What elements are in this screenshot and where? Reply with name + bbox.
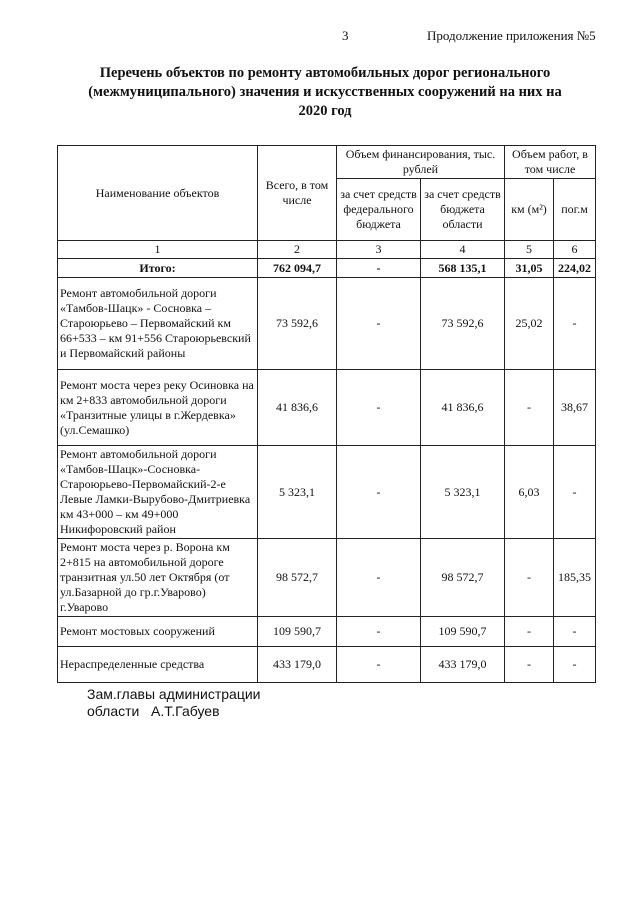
object-federal: - [337,617,421,647]
column-number: 5 [505,241,554,259]
column-number: 4 [421,241,505,259]
object-federal: - [337,278,421,370]
objects-table [57,145,596,683]
signatory-name: области А.Т.Габуев [87,703,220,719]
title-line: 2020 год [298,103,352,119]
total-pog-m: 224,02 [554,259,596,278]
object-km: 6,03 [505,446,554,539]
object-name: Ремонт мостовых сооружений [58,617,258,647]
object-pog-m: - [554,446,596,539]
total-value: 762 094,7 [258,259,337,278]
object-total: 73 592,6 [258,278,337,370]
total-regional: 568 135,1 [421,259,505,278]
object-name: Ремонт автомобильной дороги «Тамбов-Шацк»-Сосновка-Староюрьево-Первомайский-2-е Левые Ламки-Вырубово-Дмитриевка км 43+000 – км 49+000 Никифоровский район [58,446,258,539]
object-km: - [505,617,554,647]
header-total: Всего, в том числе [258,146,337,241]
object-total: 109 590,7 [258,617,337,647]
table-row [58,647,596,683]
signature-block [87,686,261,720]
table-row [58,446,596,539]
object-total: 433 179,0 [258,647,337,683]
table-row [58,539,596,617]
total-row [58,259,596,278]
object-total: 5 323,1 [258,446,337,539]
object-regional: 73 592,6 [421,278,505,370]
object-pog-m: 38,67 [554,370,596,446]
header-pog-m: пог.м [554,179,596,241]
table-row [58,370,596,446]
page-number: 3 [342,28,349,43]
column-number: 2 [258,241,337,259]
header-financing: Объем финансирования, тыс. рублей [337,146,505,179]
object-name: Нераспределенные средства [58,647,258,683]
object-regional: 433 179,0 [421,647,505,683]
header-name: Наименование объектов [58,146,258,241]
object-km: - [505,370,554,446]
object-regional: 41 836,6 [421,370,505,446]
object-pog-m: - [554,278,596,370]
object-regional: 98 572,7 [421,539,505,617]
title-line: Перечень объектов по ремонту автомобильных дорог регионального [99,65,551,81]
column-numbers-row [58,241,596,259]
total-km: 31,05 [505,259,554,278]
object-km: 25,02 [505,278,554,370]
table-row [58,278,596,370]
object-pog-m: - [554,647,596,683]
object-federal: - [337,539,421,617]
header-km: км (м²) [505,179,554,241]
object-name: Ремонт моста через реку Осиновка на км 2+833 автомобильной дороги «Транзитные улицы в г.Жердевка» (ул.Семашко) [58,370,258,446]
column-number: 6 [554,241,596,259]
object-federal: - [337,446,421,539]
header-regional: за счет средств бюджета области [421,179,505,241]
title-line: (межмуниципального) значения и искусственных сооружений на них на [88,84,562,100]
object-pog-m: - [554,617,596,647]
object-regional: 109 590,7 [421,617,505,647]
object-federal: - [337,370,421,446]
header-work-volume: Объем работ, в том числе [505,146,596,179]
object-total: 41 836,6 [258,370,337,446]
object-km: - [505,647,554,683]
object-name: Ремонт автомобильной дороги «Тамбов-Шацк» - Сосновка – Староюрьево – Первомайский км 66+533 – км 91+556 Староюрьевский и Первомайский районы [58,278,258,370]
object-name: Ремонт моста через р. Ворона км 2+815 на автомобильной дороге транзитная ул.50 лет Октября (от ул.Базарной до гр.г.Уварово) г.Уварово [58,539,258,617]
table-row [58,617,596,647]
document-title [70,64,580,121]
object-pog-m: 185,35 [554,539,596,617]
column-number: 3 [337,241,421,259]
object-federal: - [337,647,421,683]
header-federal: за счет средств федерального бюджета [337,179,421,241]
column-number: 1 [58,241,258,259]
object-km: - [505,539,554,617]
total-label: Итого: [58,259,258,278]
appendix-continuation-label: Продолжение приложения №5 [427,28,596,43]
object-total: 98 572,7 [258,539,337,617]
total-federal: - [337,259,421,278]
object-regional: 5 323,1 [421,446,505,539]
signatory-position: Зам.главы администрации [87,686,261,702]
